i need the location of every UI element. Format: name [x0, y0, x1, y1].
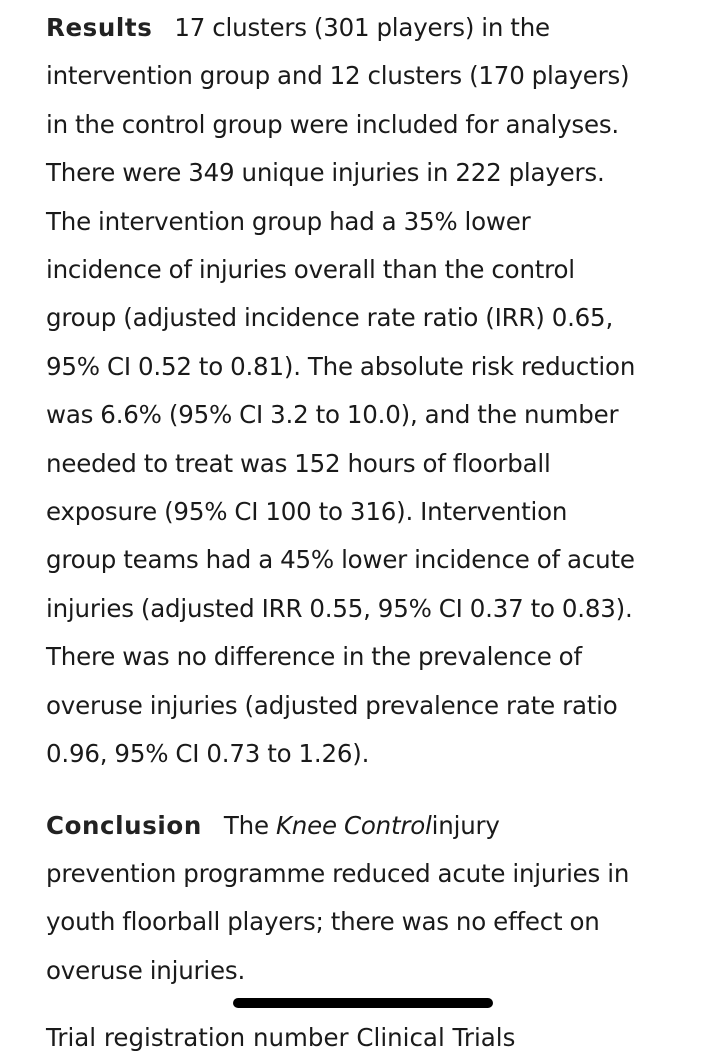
results-paragraph	[46, 0, 686, 779]
conclusion-text: prevention programme reduced acute injuries in	[46, 858, 630, 888]
conclusion-text: youth floorball players; there was no effect on	[46, 907, 600, 937]
results-text: exposure (95% CI 100 to 316). Intervention	[46, 497, 568, 527]
results-text: There was no difference in the prevalence of	[46, 642, 582, 672]
results-text: was 6.6% (95% CI 3.2 to 10.0), and the number	[46, 400, 619, 430]
results-text: There were 349 unique injuries in 222 players.	[46, 158, 605, 188]
conclusion-text: injury	[431, 810, 500, 840]
results-text: needed to treat was 152 hours of floorball	[46, 448, 551, 478]
home-indicator[interactable]	[233, 998, 493, 1008]
results-text: in the control group were included for analyses.	[46, 109, 620, 139]
results-text: The intervention group had a 35% lower	[46, 206, 531, 236]
results-text: intervention group and 12 clusters (170 players)	[46, 61, 630, 91]
results-text: injuries (adjusted IRR 0.55, 95% CI 0.37 to 0.83).	[46, 593, 633, 623]
results-text: incidence of injuries overall than the control	[46, 255, 575, 285]
conclusion-text: overuse injuries.	[46, 955, 246, 985]
partial-next-line	[46, 1014, 686, 1052]
results-text: 0.96, 95% CI 0.73 to 1.26).	[46, 739, 370, 769]
conclusion-paragraph	[46, 802, 686, 996]
conclusion-text: The	[223, 810, 276, 840]
partial-next-line-text: Trial registration number Clinical Trials	[46, 1023, 516, 1052]
results-line-0	[46, 4, 686, 52]
results-text: group (adjusted incidence rate ratio (IRR) 0.65,	[46, 303, 614, 333]
results-text: 95% CI 0.52 to 0.81). The absolute risk reduction	[46, 351, 636, 381]
programme-name: Knee Control	[275, 810, 432, 840]
abstract-body	[46, 0, 686, 995]
results-text: group teams had a 45% lower incidence of acute	[46, 545, 635, 575]
results-text: 17 clusters (301 players) in the	[174, 13, 550, 42]
results-text: overuse injuries (adjusted prevalence rate ratio	[46, 690, 618, 720]
conclusion-line-0	[46, 802, 686, 850]
conclusion-heading: Conclusion	[46, 810, 202, 840]
results-heading: Results	[46, 13, 153, 42]
